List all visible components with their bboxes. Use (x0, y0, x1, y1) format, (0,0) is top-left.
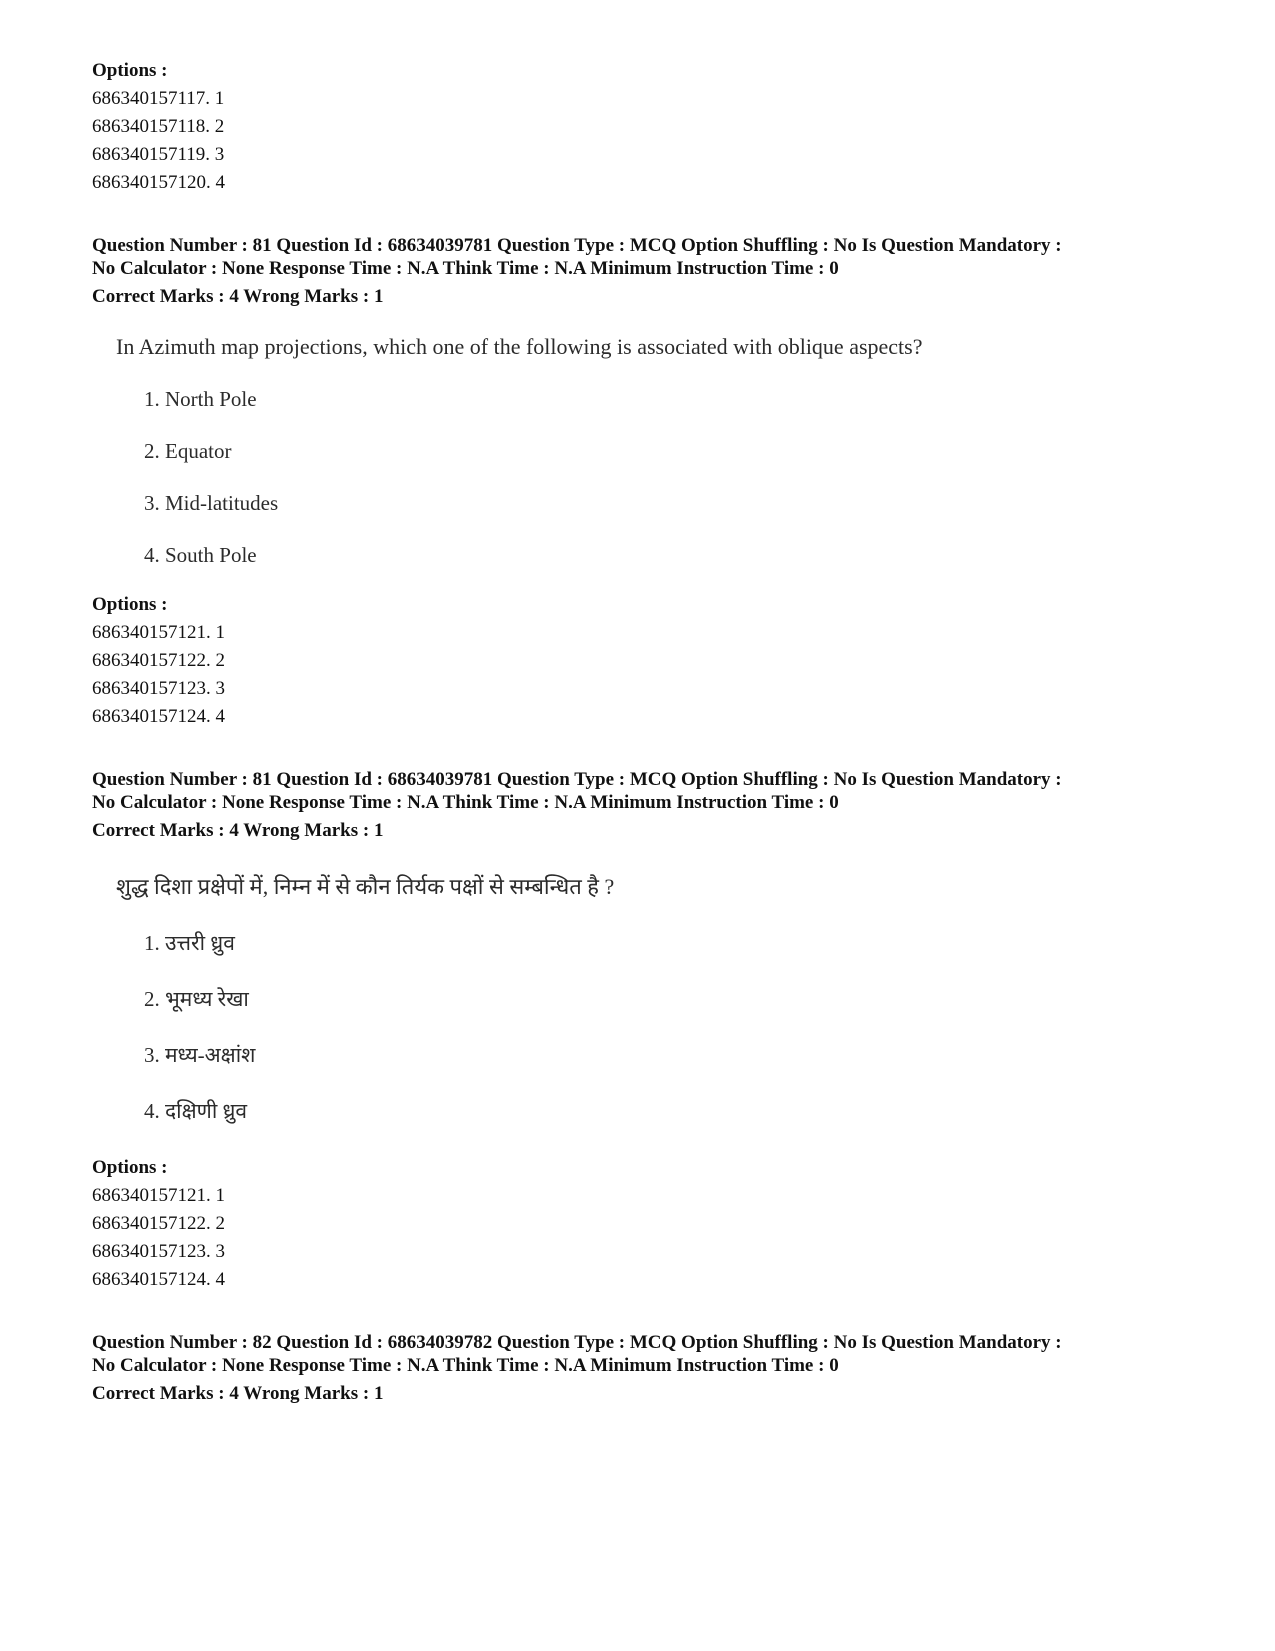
options-heading: Options : (92, 594, 168, 615)
answer-choice: 2. Equator (144, 439, 232, 463)
option-line: 686340157122. 2 (92, 650, 225, 671)
option-line: 686340157123. 3 (92, 1241, 225, 1262)
question-meta-line-2: No Calculator : None Response Time : N.A Think Time : N.A Minimum Instruction Time : 0 (92, 792, 839, 813)
answer-choice: 1. उत्तरी ध्रुव (144, 931, 235, 955)
option-line: 686340157118. 2 (92, 116, 225, 137)
options-heading: Options : (92, 60, 168, 81)
option-line: 686340157122. 2 (92, 1213, 225, 1234)
answer-choice: 3. Mid-latitudes (144, 491, 279, 515)
question-meta-line-2: No Calculator : None Response Time : N.A Think Time : N.A Minimum Instruction Time : 0 (92, 258, 839, 279)
question-meta-line-2: No Calculator : None Response Time : N.A Think Time : N.A Minimum Instruction Time : 0 (92, 1355, 839, 1376)
question-marks: Correct Marks : 4 Wrong Marks : 1 (92, 1383, 384, 1404)
question-meta-line-1: Question Number : 82 Question Id : 68634039782 Question Type : MCQ Option Shuffling : No Is Question Mandatory : (92, 1332, 1062, 1353)
option-line: 686340157121. 1 (92, 622, 225, 643)
question-text: शुद्ध दिशा प्रक्षेपों में, निम्न में से कौन तिर्यक पक्षों से सम्बन्धित है ? (116, 874, 615, 899)
question-meta-line-1: Question Number : 81 Question Id : 68634039781 Question Type : MCQ Option Shuffling : No Is Question Mandatory : (92, 235, 1062, 256)
answer-choice: 2. भूमध्य रेखा (144, 987, 249, 1011)
question-marks: Correct Marks : 4 Wrong Marks : 1 (92, 820, 384, 841)
option-line: 686340157121. 1 (92, 1185, 225, 1206)
question-meta-line-1: Question Number : 81 Question Id : 68634039781 Question Type : MCQ Option Shuffling : No Is Question Mandatory : (92, 769, 1062, 790)
answer-choice: 4. दक्षिणी ध्रुव (144, 1099, 248, 1123)
question-text: In Azimuth map projections, which one of the following is associated with oblique aspects? (116, 334, 923, 359)
options-heading: Options : (92, 1157, 168, 1178)
option-line: 686340157117. 1 (92, 88, 225, 109)
question-marks: Correct Marks : 4 Wrong Marks : 1 (92, 286, 384, 307)
option-line: 686340157123. 3 (92, 678, 225, 699)
answer-choice: 1. North Pole (144, 387, 257, 411)
option-line: 686340157119. 3 (92, 144, 225, 165)
option-line: 686340157124. 4 (92, 1269, 225, 1290)
answer-choice: 4. South Pole (144, 543, 257, 567)
option-line: 686340157124. 4 (92, 706, 225, 727)
option-line: 686340157120. 4 (92, 172, 225, 193)
answer-choice: 3. मध्य-अक्षांश (144, 1043, 256, 1067)
